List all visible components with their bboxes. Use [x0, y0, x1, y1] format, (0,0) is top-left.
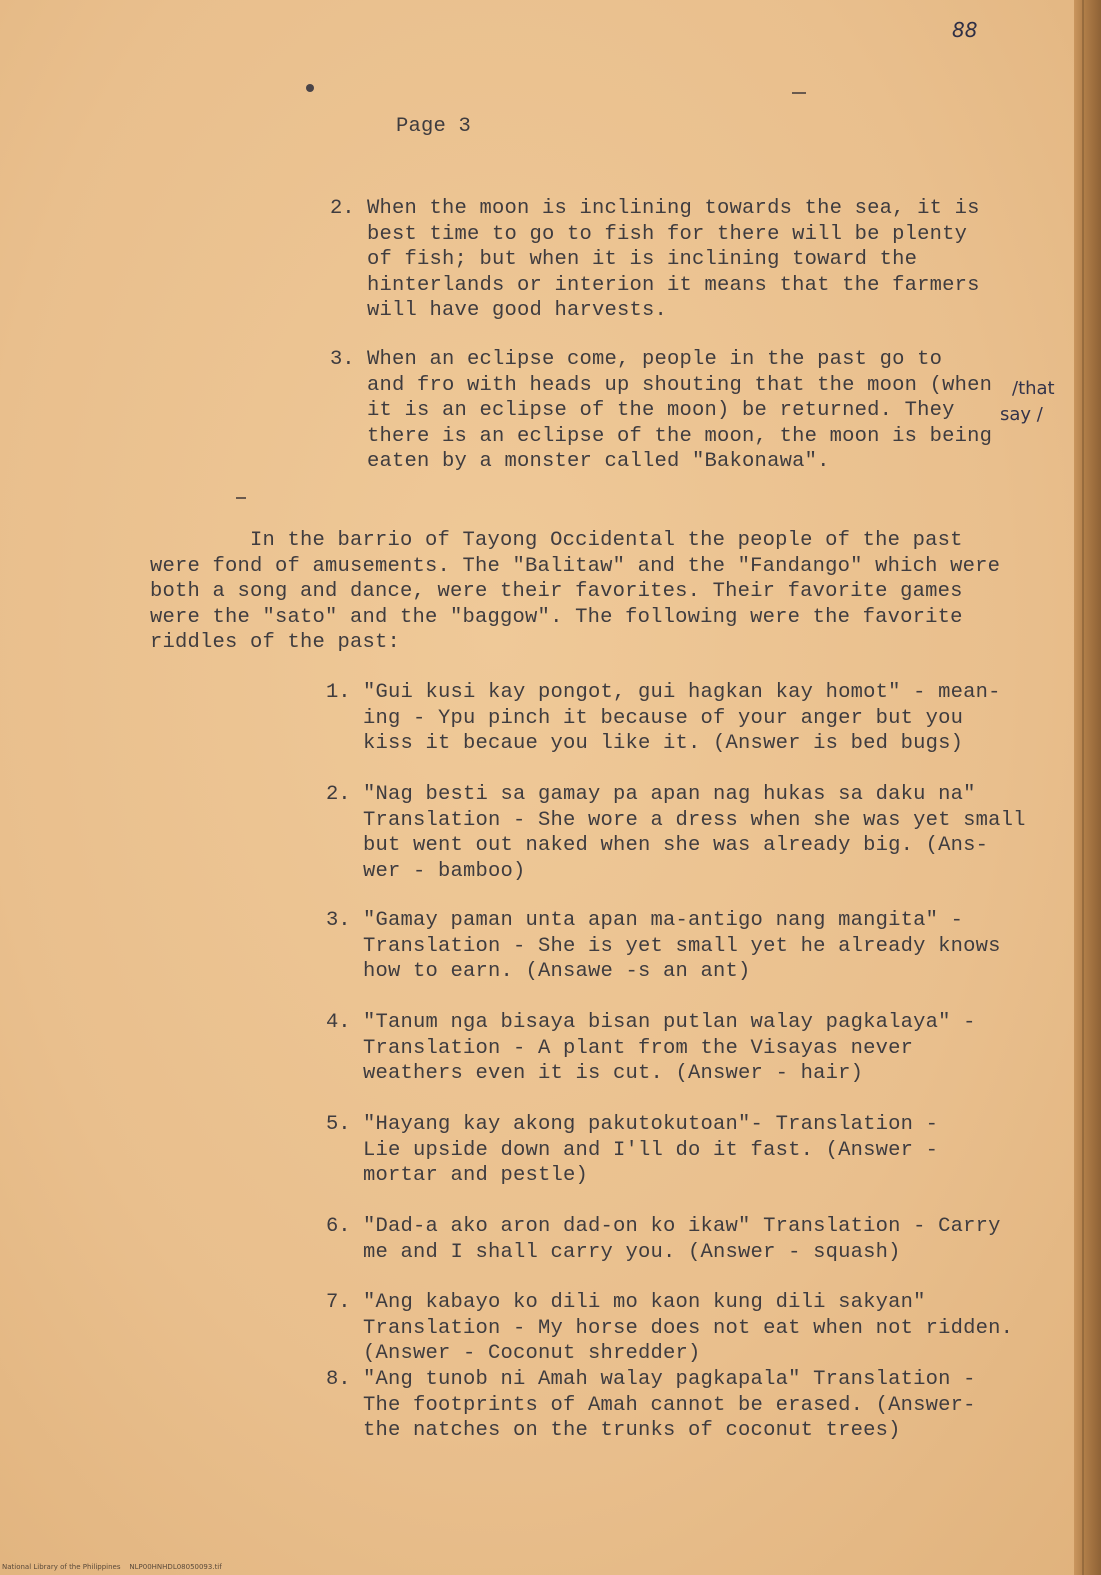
belief-line: hinterlands or interion it means that the farmers — [367, 273, 980, 297]
riddle-line: "Ang tunob ni Amah walay pagkapala" Translation - — [363, 1368, 976, 1391]
belief-line: When an eclipse come, people in the past go to — [367, 348, 943, 371]
paragraph-line: In the barrio of Tayong Occidental the people of the past — [150, 529, 963, 552]
belief-line: eaten by a monster called "Bakonawa". — [367, 450, 830, 474]
folio-number: 88 — [952, 18, 978, 42]
paragraph-line: were fond of amusements. The "Balitaw" and the "Fandango" which were — [150, 554, 1001, 578]
belief-line: it is an eclipse of the moon) be returned. They — [367, 399, 955, 423]
riddle-line: "Dad-a ako aron dad-on ko ikaw" Translation - Carry — [363, 1215, 1001, 1238]
riddle-line: mortar and pestle) — [363, 1164, 589, 1188]
riddle-line: ing - Ypu pinch it because of your anger but you — [363, 706, 964, 730]
riddle-line: "Nag besti sa gamay pa apan nag hukas sa daku na" — [363, 783, 976, 806]
riddle-line: wer - bamboo) — [363, 859, 526, 883]
belief-line: best time to go to fish for there will be plenty — [367, 222, 968, 246]
riddle-line: Translation - She wore a dress when she was yet small — [363, 808, 1026, 832]
riddle-line: but went out naked when she was already big. (Ans- — [363, 834, 989, 858]
belief-line: and fro with heads up shouting that the moon (when — [367, 373, 993, 397]
riddle-line: "Tanum nga bisaya bisan putlan walay pagkalaya" - — [363, 1011, 976, 1034]
riddle-line: me and I shall carry you. (Answer - squash) — [363, 1240, 901, 1264]
riddle-line: the natches on the trunks of coconut trees) — [363, 1419, 901, 1443]
page-label: Page 3 — [396, 115, 472, 138]
belief-line: will have good harvests. — [367, 299, 668, 323]
riddle-line: kiss it becaue you like it. (Answer is bed bugs) — [363, 732, 964, 756]
riddle-line: "Hayang kay akong pakutokutoan"- Translation - — [363, 1113, 939, 1136]
riddle-number: 2. — [326, 783, 351, 806]
pencil-mark — [792, 92, 806, 94]
paragraph-line: were the "sato" and the "baggow". The following were the favorite — [150, 605, 963, 629]
riddle-number: 7. — [326, 1291, 351, 1314]
riddle-line: (Answer - Coconut shredder) — [363, 1342, 701, 1366]
riddle-line: "Gui kusi kay pongot, gui hagkan kay homot" - mean- — [363, 681, 1001, 704]
riddle-line: weathers even it is cut. (Answer - hair) — [363, 1062, 864, 1086]
riddle-number: 5. — [326, 1113, 351, 1136]
paragraph-line: both a song and dance, were their favorites. Their favorite games — [150, 580, 963, 604]
riddle-number: 6. — [326, 1215, 351, 1238]
ink-blot — [306, 84, 314, 92]
riddle-line: Translation - She is yet small yet he already knows — [363, 934, 1001, 958]
archive-footer: National Library of the Philippines NLP00HNHDL08050093.tif — [2, 1563, 222, 1571]
belief-line: When the moon is inclining towards the sea, it is — [367, 197, 980, 220]
belief-line: of fish; but when it is inclining toward the — [367, 248, 918, 272]
riddle-number: 1. — [326, 681, 351, 704]
riddle-number: 4. — [326, 1011, 351, 1034]
riddle-line: Lie upside down and I'll do it fast. (Answer - — [363, 1138, 939, 1162]
riddle-line: Translation - My horse does not eat when not ridden. — [363, 1316, 1014, 1340]
belief-number: 3. — [330, 348, 355, 371]
riddle-number: 3. — [326, 909, 351, 932]
riddle-line: The footprints of Amah cannot be erased. (Answer- — [363, 1393, 976, 1417]
handwritten-insertion: /that — [1012, 378, 1055, 399]
handwritten-insertion: say / — [1000, 404, 1043, 425]
riddle-line: Translation - A plant from the Visayas never — [363, 1036, 914, 1060]
paragraph-line: riddles of the past: — [150, 631, 401, 655]
pencil-mark — [236, 497, 246, 499]
belief-line: there is an eclipse of the moon, the moon is being — [367, 424, 993, 448]
riddle-line: how to earn. (Ansawe -s an ant) — [363, 960, 751, 984]
binding-crease — [1082, 0, 1084, 1575]
riddle-line: "Ang kabayo ko dili mo kaon kung dili sakyan" — [363, 1291, 926, 1314]
riddle-number: 8. — [326, 1368, 351, 1391]
riddle-line: "Gamay paman unta apan ma-antigo nang mangita" - — [363, 909, 964, 932]
book-binding-edge — [1074, 0, 1101, 1575]
belief-number: 2. — [330, 197, 355, 220]
